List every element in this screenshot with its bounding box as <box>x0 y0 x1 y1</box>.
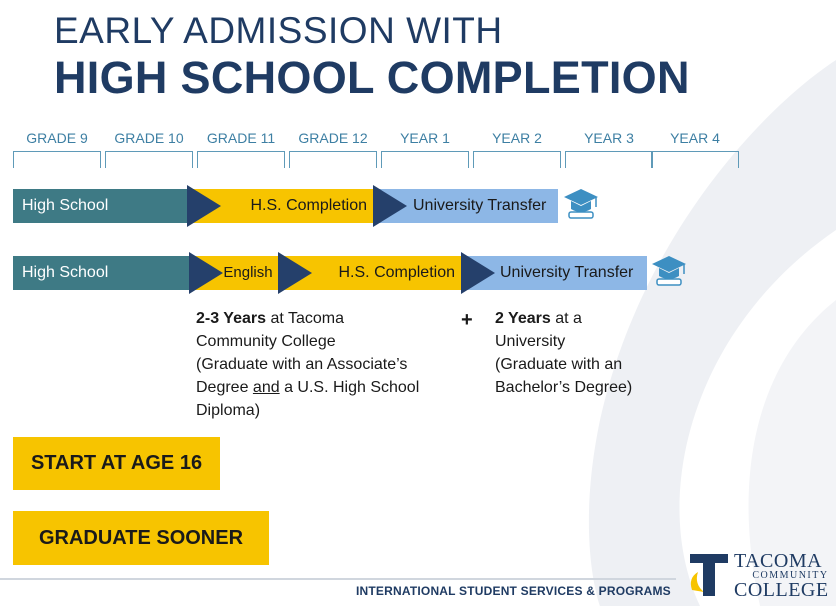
note-left-line4-and: and <box>252 379 280 396</box>
note-left-line3: (Graduate with an Associate’s <box>196 356 408 373</box>
timeline-grade-12: GRADE 12 <box>288 128 378 168</box>
path1-hs-completion: H.S. Completion <box>193 189 375 223</box>
note-left-line5: Diploma) <box>196 402 261 419</box>
title-line-1: EARLY ADMISSION WITH <box>54 10 503 51</box>
path2-arrow-2 <box>278 252 312 294</box>
path2-arrow-1 <box>189 252 223 294</box>
note-right-line3: (Graduate with an <box>495 356 623 373</box>
graduation-cap-icon <box>563 187 599 221</box>
tacoma-logo-text <box>734 552 829 599</box>
path2-hs-completion: H.S. Completion <box>283 256 463 290</box>
graduate-sooner-box: GRADUATE SOONER <box>13 511 269 565</box>
timeline-grade-11: GRADE 11 <box>196 128 286 168</box>
timeline <box>12 128 742 170</box>
logo-line-1: TACOMA <box>734 550 823 572</box>
note-university <box>495 307 632 399</box>
timeline-year-2: YEAR 2 <box>472 128 562 168</box>
timeline-grade-10: GRADE 10 <box>104 128 194 168</box>
path1-high-school: High School <box>13 189 193 223</box>
note-right-line1: at a <box>550 310 582 327</box>
path1-arrow-2 <box>373 185 407 227</box>
path2-english: English <box>195 256 283 290</box>
timeline-grade-9: GRADE 9 <box>12 128 102 168</box>
path2-university-transfer: University Transfer <box>463 256 647 290</box>
note-right-bold: 2 Years <box>495 310 551 327</box>
title-line-2: HIGH SCHOOL COMPLETION <box>54 52 690 103</box>
note-left-line4-post: a U.S. High School <box>279 379 420 396</box>
note-left-line2: Community College <box>196 333 336 350</box>
footer-divider <box>0 578 676 580</box>
plus-sign: + <box>461 309 473 331</box>
note-left-bold: 2-3 Years <box>196 310 266 327</box>
graduation-cap-icon-2 <box>651 254 687 288</box>
path2-high-school: High School <box>13 256 195 290</box>
path1-arrow-1 <box>187 185 221 227</box>
note-left-line4-pre: Degree <box>196 379 253 396</box>
note-community-college <box>196 307 419 422</box>
logo-line-3: COLLEGE <box>734 579 829 601</box>
timeline-year-4: YEAR 4 <box>650 128 740 168</box>
timeline-year-1: YEAR 1 <box>380 128 470 168</box>
path2-arrow-3 <box>461 252 495 294</box>
timeline-year-3: YEAR 3 <box>564 128 654 168</box>
note-right-line2: University <box>495 333 566 350</box>
footer-text: INTERNATIONAL STUDENT SERVICES & PROGRAMS <box>356 584 671 598</box>
note-left-line1: at Tacoma <box>266 310 344 327</box>
start-at-age-16-box: START AT AGE 16 <box>13 437 220 490</box>
note-right-line4: Bachelor’s Degree) <box>495 379 633 396</box>
path1-university-transfer: University Transfer <box>375 189 558 223</box>
logo-line-2: COMMUNITY <box>752 570 829 581</box>
tacoma-logo-icon <box>686 550 732 600</box>
